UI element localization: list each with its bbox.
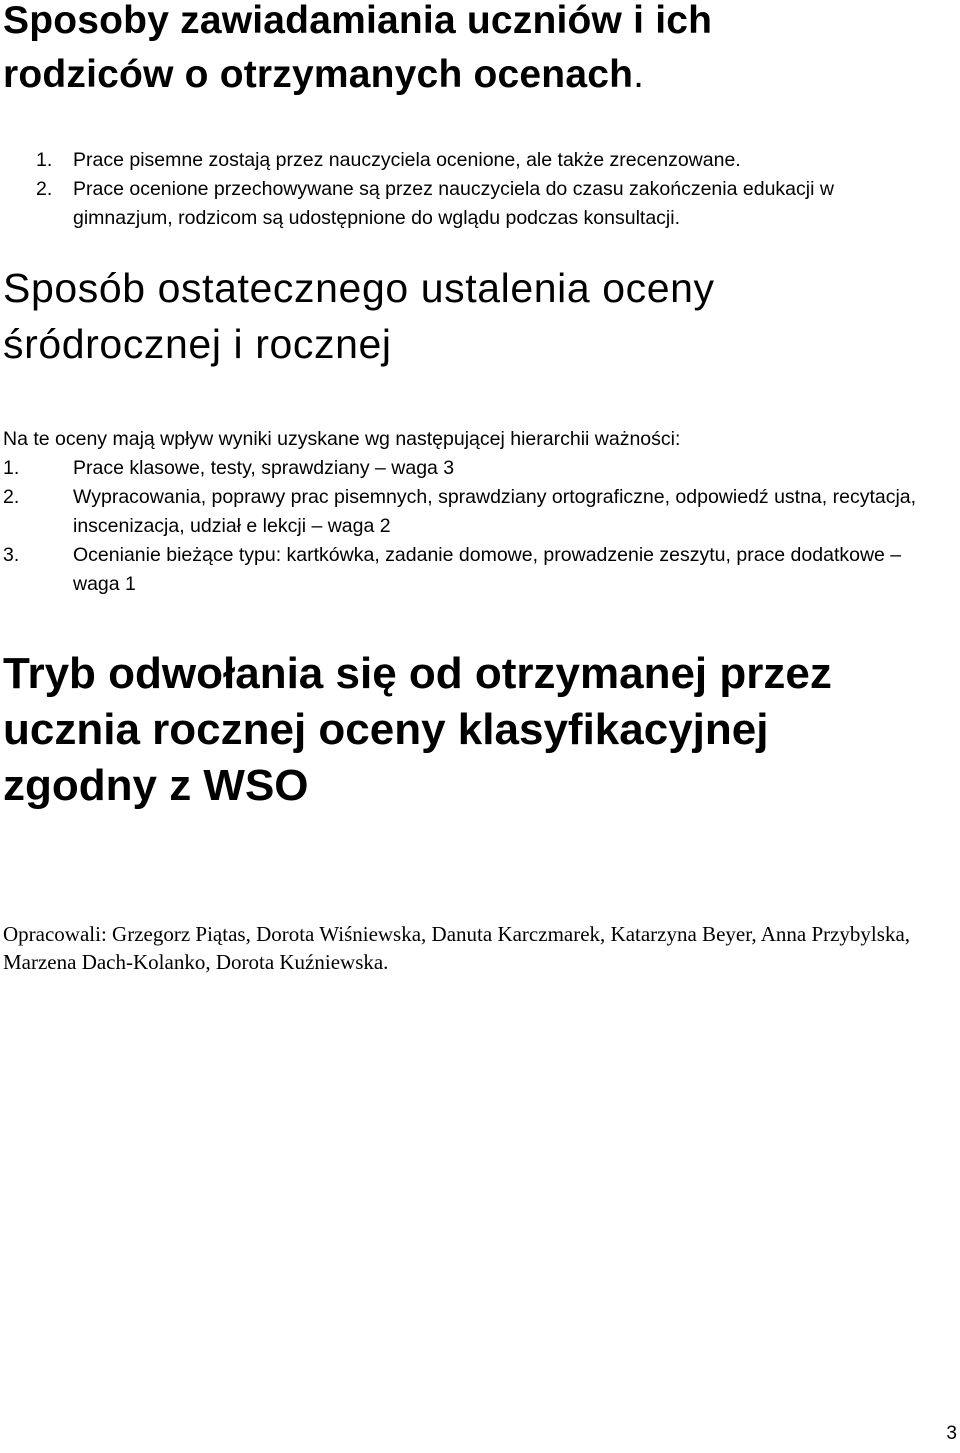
section1-title — [3, 0, 712, 102]
section2-title — [3, 260, 715, 372]
section2-list — [0, 454, 950, 599]
list-item — [0, 175, 920, 233]
list-item — [0, 483, 950, 541]
list-item-number: 2. — [3, 486, 20, 508]
section1-title-line2: rodziców o otrzymanych ocenach — [3, 53, 634, 96]
list-item-text: Prace ocenione przechowywane są przez nauczyciela do czasu zakończenia edukacji w gimnazjum, rodzicom są udostępnione do wglądu podczas konsultacji. — [73, 178, 834, 229]
page-number: 3 — [946, 1423, 957, 1444]
list-item-text: Wypracowania, poprawy prac pisemnych, sprawdziany ortograficzne, odpowiedź ustna, recytacja, inscenizacja, udział e lekcji – waga 2 — [73, 486, 917, 537]
credits-text: Opracowali: Grzegorz Piątas, Dorota Wiśniewska, Danuta Karczmarek, Katarzyna Beyer, Anna Przybylska, Marzena Dach-Kolanko, Dorota Kuźniewska. — [3, 922, 911, 974]
list-item-text: Prace pisemne zostają przez nauczyciela ocenione, ale także zrecenzowane. — [73, 149, 741, 171]
list-item-number: 2. — [36, 178, 53, 200]
section1-title-line1: Sposoby zawiadamiania uczniów i ich — [3, 0, 713, 42]
section1-list — [0, 146, 920, 233]
list-item — [0, 454, 950, 483]
section2-title-line1: Sposób ostatecznego ustalenia oceny — [3, 265, 715, 311]
section1-title-end: . — [633, 53, 645, 96]
list-item — [0, 146, 920, 175]
list-item-number: 3. — [3, 544, 20, 566]
section2-title-line2: śródrocznej i rocznej — [3, 321, 392, 367]
section3-title — [3, 646, 832, 814]
list-item-number: 1. — [3, 457, 20, 479]
list-item-text: Ocenianie bieżące typu: kartkówka, zadanie domowe, prowadzenie zeszytu, prace dodatkowe – waga 1 — [73, 544, 902, 595]
list-item — [0, 541, 950, 599]
list-item-number: 1. — [36, 149, 53, 171]
section3-title-line1: Tryb odwołania się od otrzymanej przez — [3, 649, 832, 698]
section3-title-line2: ucznia rocznej oceny klasyfikacyjnej — [3, 705, 769, 754]
list-item-text: Prace klasowe, testy, sprawdziany – waga 3 — [73, 457, 455, 479]
section2-intro: Na te oceny mają wpływ wyniki uzyskane wg następującej hierarchii ważności: — [3, 428, 681, 450]
section3-title-line3: zgodny z WSO — [3, 761, 309, 810]
